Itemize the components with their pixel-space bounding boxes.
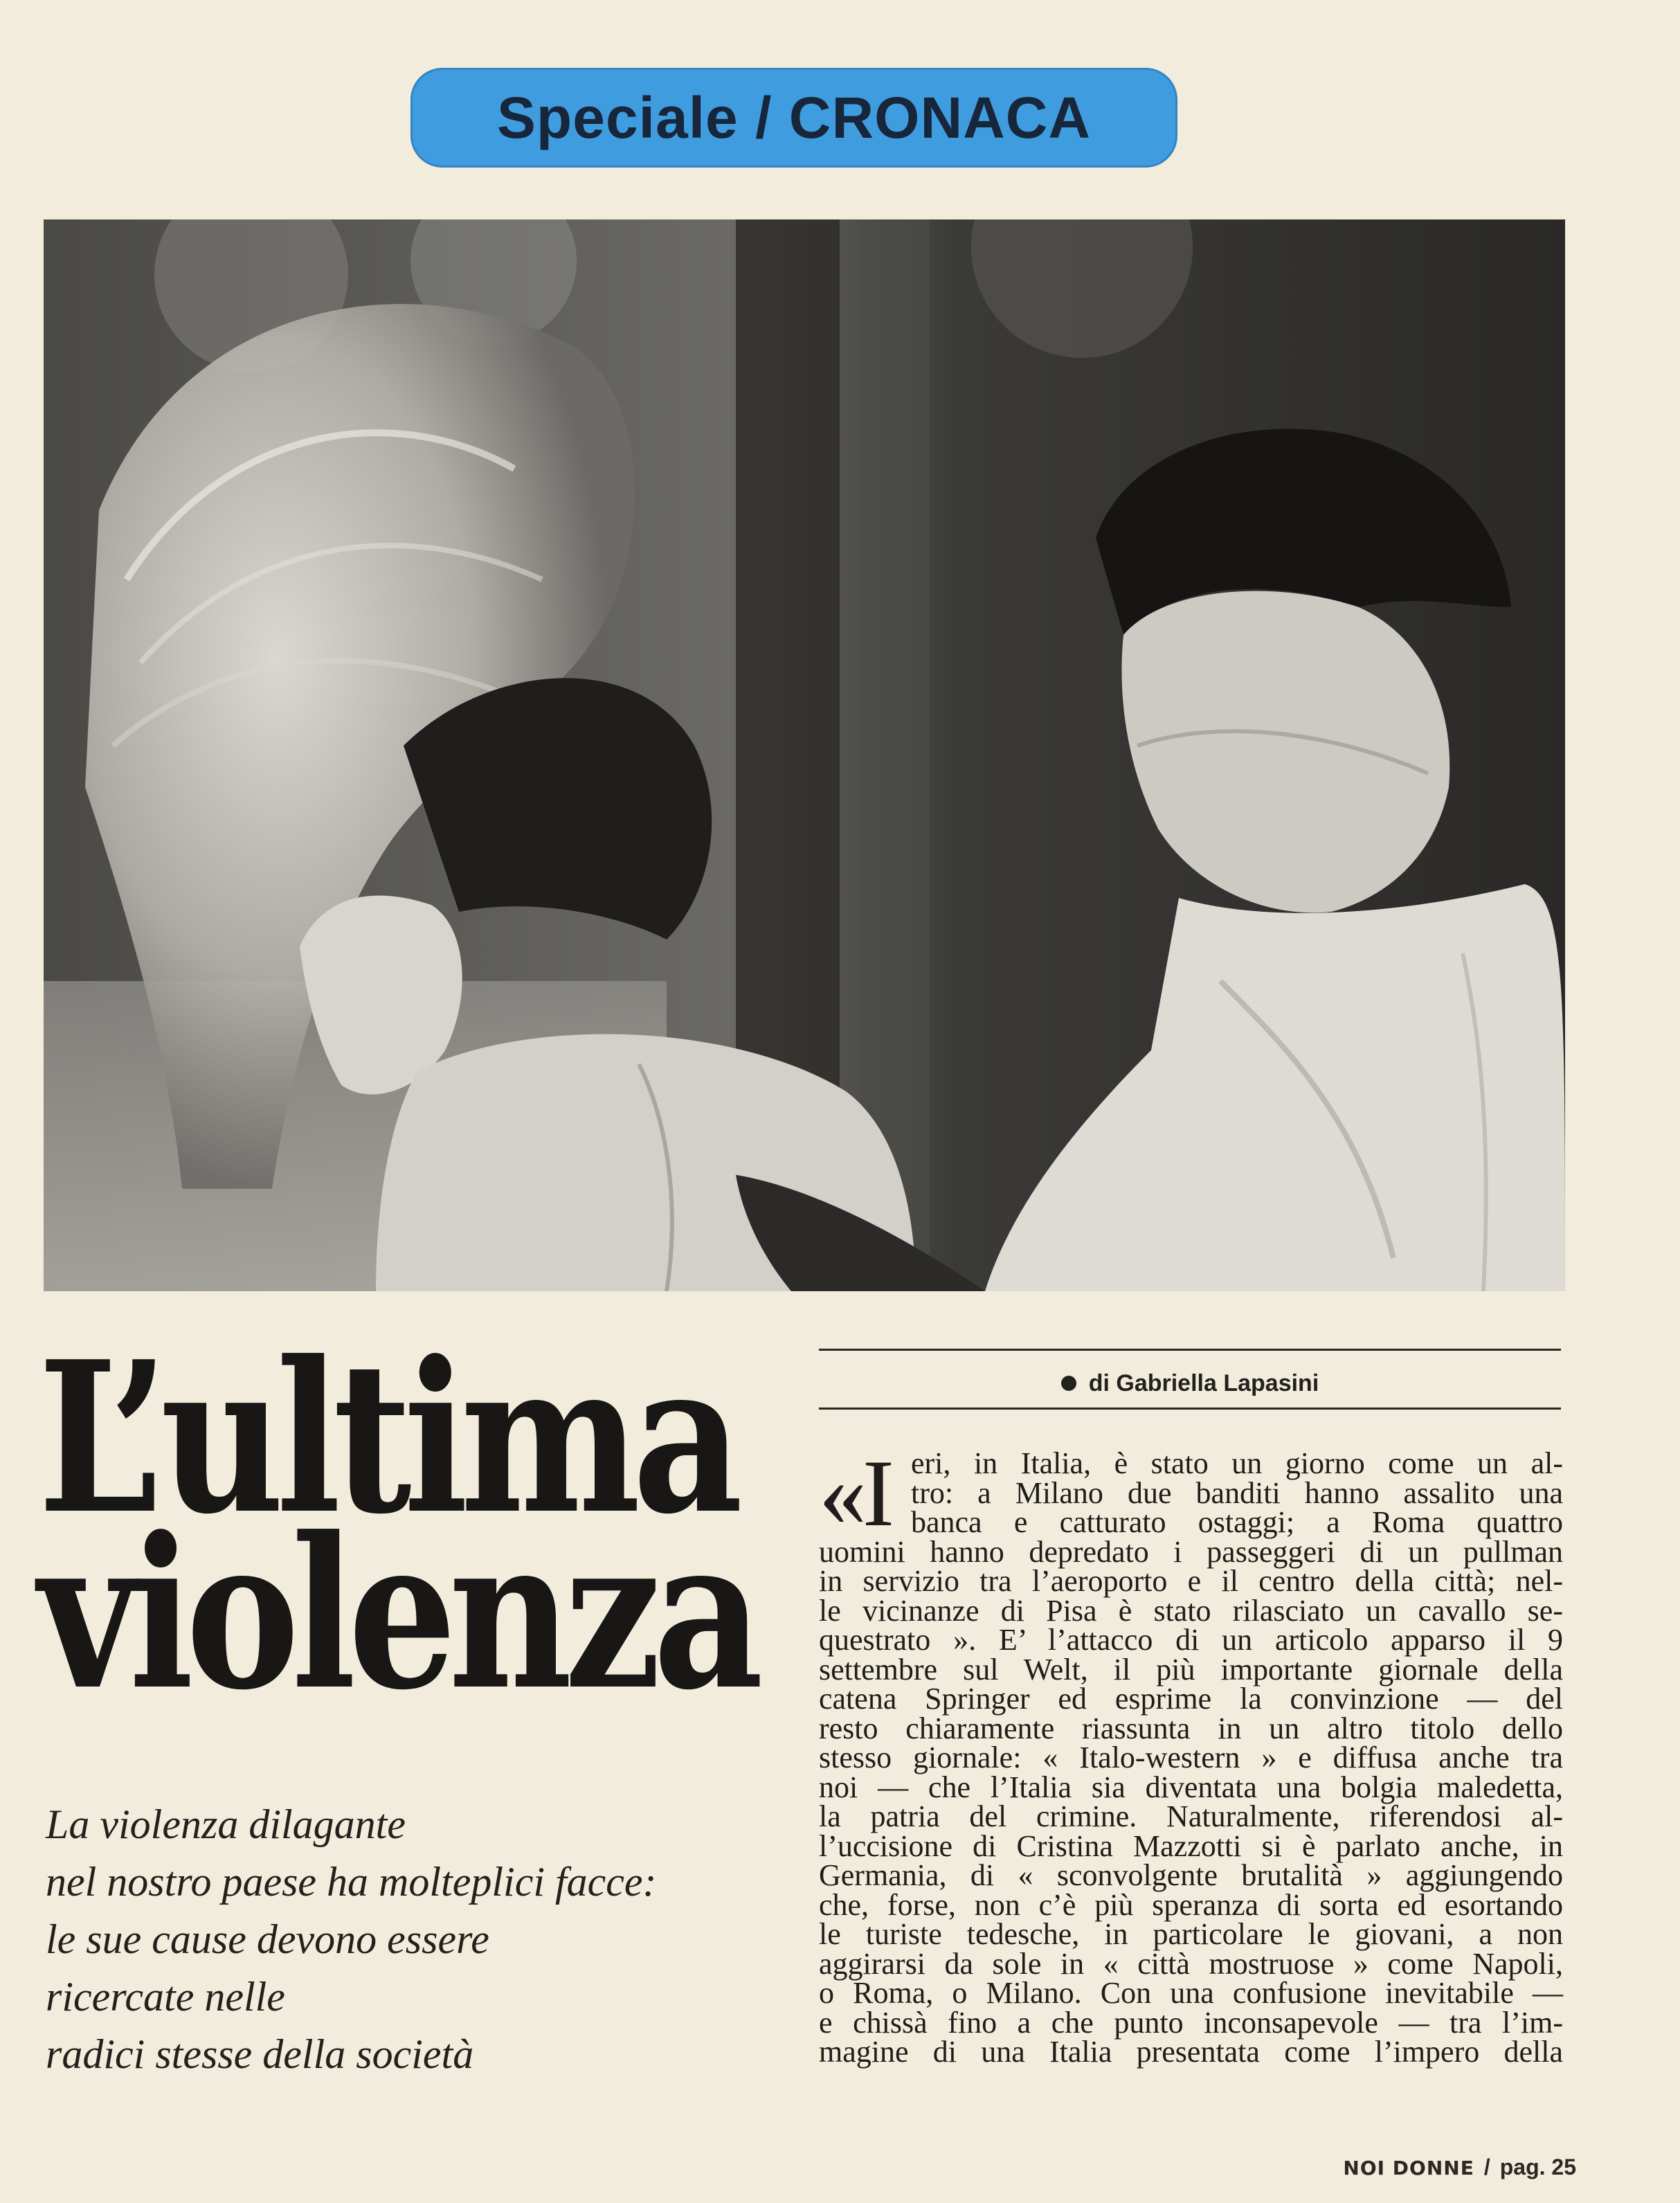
article-line: catena Springer ed esprime la convinzione — del xyxy=(819,1682,1563,1716)
byline-rule-bottom xyxy=(819,1408,1561,1410)
page-number: pag. 25 xyxy=(1499,2155,1576,2179)
deck-line: nel nostro paese ha molteplici facce: xyxy=(46,1859,657,1905)
article-line: le vicinanze di Pisa è stato rilasciato un cavallo se- xyxy=(819,1593,1563,1628)
article-body xyxy=(819,1440,1563,2069)
article-line: l’uccisione di Cristina Mazzotti si è parlato anche, in xyxy=(819,1828,1563,1863)
article-line: Germania, di « sconvolgente brutalità » aggiungendo xyxy=(819,1858,1563,1892)
article-line: noi — che l’Italia sia diventata una bolgia maledetta, xyxy=(819,1770,1563,1804)
article-line: e chissà fino a che punto inconsapevole — tra l’im- xyxy=(819,2005,1563,2040)
bullet-icon xyxy=(1061,1376,1076,1391)
deck-line: ricercate nelle xyxy=(46,1974,285,2020)
article-line: resto chiaramente riassunta in un altro titolo dello xyxy=(819,1711,1563,1745)
article-line: stesso giornale: « Italo-western » e diffusa anche tra xyxy=(819,1741,1563,1774)
article-photo xyxy=(44,219,1565,1291)
article-line: settembre sul Welt, il più importante giornale della xyxy=(819,1652,1563,1687)
page-footer xyxy=(1343,2155,1576,2180)
byline-rule-top xyxy=(819,1349,1561,1351)
deck-line: le sue cause devono essere xyxy=(46,1916,489,1962)
subtitle-deck xyxy=(46,1796,773,2083)
headline-line-2: violenza xyxy=(38,1491,756,1736)
byline xyxy=(819,1364,1561,1403)
article-line: tro: a Milano due banditi hanno assalito una xyxy=(911,1475,1563,1510)
deck-line: radici stesse della società xyxy=(46,2031,474,2077)
magazine-name: NOI DONNE xyxy=(1343,2157,1474,2179)
article-line: uomini hanno depredato i passeggeri di un pullman xyxy=(819,1534,1563,1569)
footer-separator: / xyxy=(1483,2155,1490,2179)
headline xyxy=(38,1315,800,1736)
section-label: Speciale / CRONACA xyxy=(496,84,1092,150)
article-line: che, forse, non c’è più speranza di sorta ed esortando xyxy=(819,1887,1563,1922)
article-line: magine di una Italia presentata come l’impero della xyxy=(819,2035,1563,2069)
photo-illustration xyxy=(44,219,1565,1291)
article-line: le turiste tedesche, in particolare le giovani, a non xyxy=(819,1917,1563,1951)
article-line: banca e catturato ostaggi; a Roma quattro xyxy=(911,1505,1563,1539)
article-line: eri, in Italia, è stato un giorno come un al- xyxy=(911,1446,1563,1480)
article-line: in servizio tra l’aeroporto e il centro della città; nel- xyxy=(819,1564,1563,1598)
article-line: aggirarsi da sole in « città mostruose » come Napoli, xyxy=(819,1946,1563,1981)
headline-line-1: L’ultima xyxy=(38,1315,735,1560)
article-line: questrato ». E’ l’attacco di un articolo apparso il 9 xyxy=(819,1623,1563,1657)
byline-text: di Gabriella Lapasini xyxy=(1088,1369,1319,1396)
article-line: la patria del crimine. Naturalmente, riferendosi al- xyxy=(819,1799,1563,1833)
section-header xyxy=(410,68,1177,168)
article-line: o Roma, o Milano. Con una confusione inevitabile — xyxy=(819,1976,1563,2010)
deck-line: La violenza dilagante xyxy=(46,1801,406,1847)
drop-cap: «I xyxy=(819,1440,890,1546)
